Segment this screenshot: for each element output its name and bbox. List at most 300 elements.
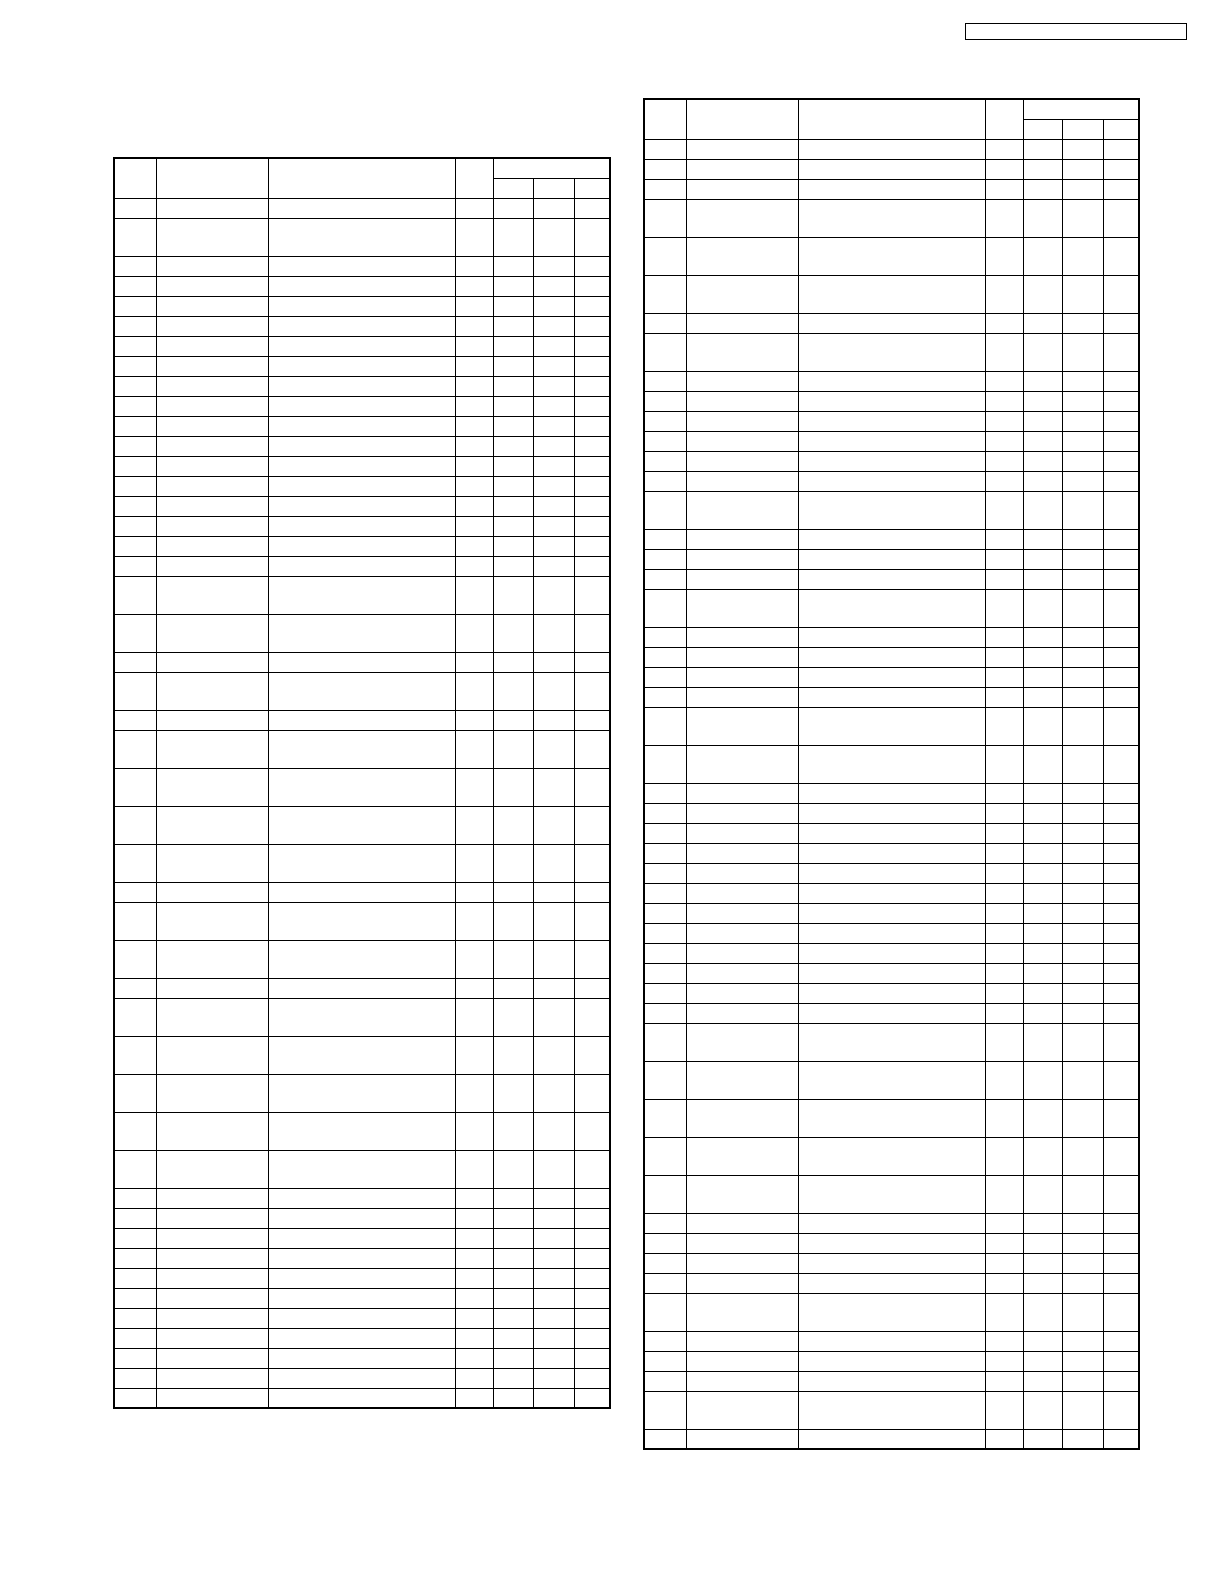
table-row [114, 296, 610, 316]
cell-remark-2 [533, 1268, 574, 1288]
cell-remark-1 [1023, 199, 1062, 237]
table-row [644, 745, 1139, 783]
cell-remark-3 [1103, 199, 1139, 237]
table-row [114, 1188, 610, 1208]
cell-remark-2 [1062, 1137, 1103, 1175]
cell-part-no [686, 1391, 798, 1429]
cell-remark-3 [574, 1368, 610, 1388]
cell-remark-3 [574, 256, 610, 276]
cell-pcs [985, 529, 1023, 549]
cell-remark-1 [493, 316, 533, 336]
cell-remark-2 [1062, 529, 1103, 549]
table-row [644, 1003, 1139, 1023]
cell-description [798, 589, 985, 627]
cell-remark-3 [574, 614, 610, 652]
cell-remark-1 [1023, 371, 1062, 391]
cell-remark-1 [493, 652, 533, 672]
cell-ref [644, 1429, 686, 1449]
cell-remark-3 [1103, 1213, 1139, 1233]
cell-remark-2 [533, 476, 574, 496]
cell-ref [114, 806, 156, 844]
cell-remark-1 [493, 1248, 533, 1268]
cell-description [798, 529, 985, 549]
cell-ref [114, 672, 156, 710]
cell-remark-2 [533, 218, 574, 256]
cell-part-no [156, 198, 268, 218]
cell-remark-3 [574, 276, 610, 296]
cell-part-no [156, 1388, 268, 1408]
cell-ref [114, 496, 156, 516]
table-row [114, 652, 610, 672]
cell-remark-3 [1103, 667, 1139, 687]
table-row [644, 333, 1139, 371]
cell-pcs [985, 647, 1023, 667]
cell-pcs [455, 276, 493, 296]
cell-remark-3 [1103, 783, 1139, 803]
cell-description [268, 1288, 455, 1308]
cell-remark-1 [493, 496, 533, 516]
table-row [644, 1293, 1139, 1331]
cell-remark-1 [493, 1150, 533, 1188]
cell-remark-1 [493, 356, 533, 376]
cell-ref [644, 1061, 686, 1099]
cell-remark-1 [493, 276, 533, 296]
cell-remark-3 [574, 456, 610, 476]
cell-ref [114, 1074, 156, 1112]
cell-part-no [156, 218, 268, 256]
cell-ref [644, 1273, 686, 1293]
cell-part-no [686, 963, 798, 983]
cell-remark-2 [1062, 391, 1103, 411]
cell-remark-1 [1023, 1061, 1062, 1099]
cell-ref [644, 569, 686, 589]
cell-part-no [156, 672, 268, 710]
cell-ref [644, 237, 686, 275]
table-row [114, 516, 610, 536]
cell-pcs [455, 1268, 493, 1288]
cell-remark-2 [1062, 883, 1103, 903]
cell-part-no [686, 687, 798, 707]
table-row [644, 803, 1139, 823]
cell-remark-1 [1023, 883, 1062, 903]
cell-remark-3 [574, 336, 610, 356]
cell-remark-3 [1103, 843, 1139, 863]
table-row [644, 883, 1139, 903]
col-subheader-3 [1103, 119, 1139, 139]
cell-remark-3 [1103, 491, 1139, 529]
cell-remark-1 [1023, 237, 1062, 275]
cell-ref [114, 1388, 156, 1408]
cell-remark-3 [1103, 451, 1139, 471]
cell-remark-3 [1103, 823, 1139, 843]
cell-remark-3 [574, 1188, 610, 1208]
cell-remark-3 [1103, 1233, 1139, 1253]
cell-remark-1 [1023, 471, 1062, 491]
cell-remark-3 [1103, 883, 1139, 903]
cell-remark-2 [1062, 275, 1103, 313]
table-row [114, 1348, 610, 1368]
table-row [114, 614, 610, 652]
cell-remark-3 [1103, 1371, 1139, 1391]
cell-part-no [686, 569, 798, 589]
cell-pcs [985, 707, 1023, 745]
cell-pcs [455, 1188, 493, 1208]
cell-part-no [156, 376, 268, 396]
cell-part-no [156, 316, 268, 336]
cell-remark-1 [1023, 1371, 1062, 1391]
cell-description [268, 396, 455, 416]
table-row [114, 1248, 610, 1268]
table-row [644, 647, 1139, 667]
table-row [114, 316, 610, 336]
table-row [644, 983, 1139, 1003]
cell-ref [644, 863, 686, 883]
cell-remark-3 [574, 710, 610, 730]
cell-description [268, 1036, 455, 1074]
cell-remark-1 [493, 1074, 533, 1112]
cell-remark-1 [493, 1112, 533, 1150]
cell-remark-3 [574, 1248, 610, 1268]
cell-part-no [686, 1003, 798, 1023]
cell-pcs [985, 687, 1023, 707]
cell-part-no [686, 333, 798, 371]
table-row [644, 549, 1139, 569]
cell-ref [644, 783, 686, 803]
cell-description [268, 436, 455, 456]
cell-part-no [686, 1293, 798, 1331]
cell-remark-3 [574, 998, 610, 1036]
cell-ref [114, 556, 156, 576]
cell-ref [114, 940, 156, 978]
cell-remark-2 [533, 710, 574, 730]
cell-remark-1 [1023, 1023, 1062, 1061]
col-header-remarks [493, 158, 610, 178]
cell-remark-1 [493, 336, 533, 356]
table-row [644, 275, 1139, 313]
cell-pcs [985, 843, 1023, 863]
cell-remark-1 [493, 1308, 533, 1328]
cell-remark-3 [574, 768, 610, 806]
table-row [644, 627, 1139, 647]
table-row [644, 1253, 1139, 1273]
cell-part-no [686, 647, 798, 667]
cell-part-no [686, 1175, 798, 1213]
cell-ref [644, 491, 686, 529]
cell-remark-1 [493, 1348, 533, 1368]
cell-remark-2 [533, 396, 574, 416]
cell-pcs [455, 1248, 493, 1268]
cell-pcs [455, 1368, 493, 1388]
cell-part-no [156, 652, 268, 672]
cell-description [268, 496, 455, 516]
cell-part-no [156, 1268, 268, 1288]
cell-ref [114, 882, 156, 902]
cell-description [798, 1175, 985, 1213]
cell-remark-3 [574, 806, 610, 844]
cell-pcs [985, 1003, 1023, 1023]
cell-description [268, 296, 455, 316]
cell-part-no [686, 843, 798, 863]
cell-remark-2 [533, 1150, 574, 1188]
cell-description [268, 556, 455, 576]
cell-remark-1 [1023, 1003, 1062, 1023]
cell-description [798, 903, 985, 923]
cell-remark-1 [1023, 569, 1062, 589]
table-row [114, 902, 610, 940]
cell-description [798, 549, 985, 569]
cell-pcs [455, 1288, 493, 1308]
col-subheader-1 [493, 178, 533, 198]
cell-remark-3 [1103, 745, 1139, 783]
cell-part-no [686, 1061, 798, 1099]
cell-remark-1 [1023, 783, 1062, 803]
cell-pcs [985, 983, 1023, 1003]
cell-description [798, 179, 985, 199]
cell-description [798, 1293, 985, 1331]
cell-remark-1 [1023, 333, 1062, 371]
cell-description [798, 1429, 985, 1449]
cell-pcs [455, 396, 493, 416]
cell-ref [644, 883, 686, 903]
cell-description [268, 416, 455, 436]
cell-pcs [455, 256, 493, 276]
cell-description [268, 516, 455, 536]
cell-pcs [455, 844, 493, 882]
cell-remark-1 [1023, 903, 1062, 923]
cell-ref [114, 1112, 156, 1150]
cell-remark-3 [574, 652, 610, 672]
cell-part-no [156, 998, 268, 1036]
cell-part-no [156, 1112, 268, 1150]
cell-remark-1 [493, 516, 533, 536]
cell-description [798, 371, 985, 391]
cell-part-no [156, 356, 268, 376]
cell-ref [114, 1228, 156, 1248]
cell-pcs [985, 1175, 1023, 1213]
cell-part-no [686, 589, 798, 627]
cell-part-no [156, 256, 268, 276]
table-row [644, 237, 1139, 275]
cell-remark-3 [574, 376, 610, 396]
table-row [644, 1099, 1139, 1137]
table-row [114, 1036, 610, 1074]
cell-remark-3 [574, 1288, 610, 1308]
cell-remark-3 [1103, 159, 1139, 179]
cell-remark-3 [1103, 647, 1139, 667]
cell-remark-2 [1062, 1351, 1103, 1371]
cell-ref [644, 1175, 686, 1213]
cell-ref [644, 139, 686, 159]
cell-remark-2 [533, 556, 574, 576]
cell-description [268, 1328, 455, 1348]
cell-remark-3 [1103, 529, 1139, 549]
cell-remark-2 [533, 1112, 574, 1150]
table-row [644, 923, 1139, 943]
cell-remark-2 [533, 1348, 574, 1368]
cell-remark-1 [1023, 179, 1062, 199]
cell-ref [644, 1253, 686, 1273]
cell-pcs [985, 139, 1023, 159]
cell-part-no [686, 1233, 798, 1253]
cell-remark-1 [1023, 1233, 1062, 1253]
cell-description [798, 411, 985, 431]
cell-remark-2 [533, 652, 574, 672]
cell-description [798, 391, 985, 411]
cell-pcs [455, 882, 493, 902]
table-row [644, 843, 1139, 863]
cell-remark-3 [1103, 1429, 1139, 1449]
cell-pcs [985, 159, 1023, 179]
cell-remark-3 [574, 1208, 610, 1228]
cell-ref [644, 1371, 686, 1391]
table-row [644, 707, 1139, 745]
cell-ref [644, 1137, 686, 1175]
cell-ref [114, 436, 156, 456]
cell-remark-2 [533, 940, 574, 978]
cell-remark-2 [533, 376, 574, 396]
table-row [114, 1288, 610, 1308]
cell-description [268, 672, 455, 710]
cell-remark-2 [1062, 491, 1103, 529]
cell-remark-2 [533, 256, 574, 276]
cell-part-no [686, 1351, 798, 1371]
cell-remark-2 [1062, 1429, 1103, 1449]
cell-pcs [455, 316, 493, 336]
table-row [644, 1061, 1139, 1099]
cell-remark-2 [1062, 237, 1103, 275]
cell-remark-3 [574, 882, 610, 902]
cell-remark-3 [574, 396, 610, 416]
cell-ref [644, 627, 686, 647]
table-row [114, 940, 610, 978]
cell-remark-2 [533, 1248, 574, 1268]
cell-part-no [156, 882, 268, 902]
cell-ref [644, 903, 686, 923]
cell-remark-2 [533, 316, 574, 336]
cell-remark-2 [1062, 1331, 1103, 1351]
cell-description [268, 1228, 455, 1248]
cell-remark-1 [493, 576, 533, 614]
cell-remark-3 [1103, 333, 1139, 371]
col-header-pcs [455, 158, 493, 198]
cell-remark-2 [533, 1228, 574, 1248]
cell-remark-2 [1062, 471, 1103, 491]
cell-pcs [455, 1348, 493, 1368]
cell-remark-2 [1062, 1023, 1103, 1061]
cell-ref [114, 316, 156, 336]
table-row [114, 806, 610, 844]
cell-description [798, 783, 985, 803]
cell-remark-2 [533, 536, 574, 556]
cell-part-no [156, 476, 268, 496]
cell-remark-2 [533, 416, 574, 436]
cell-remark-3 [574, 940, 610, 978]
parts-list-table-left [113, 157, 611, 1409]
cell-description [268, 256, 455, 276]
cell-ref [644, 371, 686, 391]
cell-remark-2 [1062, 569, 1103, 589]
cell-remark-2 [533, 614, 574, 652]
cell-description [798, 667, 985, 687]
col-header-description [798, 99, 985, 139]
cell-remark-1 [493, 902, 533, 940]
col-header-remarks [1023, 99, 1139, 119]
cell-remark-2 [533, 672, 574, 710]
cell-remark-1 [1023, 803, 1062, 823]
cell-remark-3 [1103, 431, 1139, 451]
cell-remark-3 [1103, 943, 1139, 963]
cell-remark-2 [533, 998, 574, 1036]
cell-remark-1 [1023, 647, 1062, 667]
table-row [644, 1331, 1139, 1351]
cell-pcs [455, 998, 493, 1036]
cell-ref [644, 1213, 686, 1233]
cell-part-no [686, 1023, 798, 1061]
cell-remark-1 [1023, 983, 1062, 1003]
cell-remark-1 [493, 672, 533, 710]
cell-ref [644, 823, 686, 843]
cell-description [268, 1268, 455, 1288]
cell-remark-3 [1103, 863, 1139, 883]
cell-part-no [686, 1099, 798, 1137]
table-row [114, 710, 610, 730]
cell-pcs [455, 1308, 493, 1328]
cell-remark-3 [574, 844, 610, 882]
cell-ref [114, 336, 156, 356]
table-row [114, 672, 610, 710]
cell-remark-3 [1103, 1351, 1139, 1371]
cell-part-no [686, 823, 798, 843]
cell-ref [644, 159, 686, 179]
cell-remark-3 [574, 536, 610, 556]
cell-description [798, 1137, 985, 1175]
cell-ref [644, 471, 686, 491]
table-row [114, 1228, 610, 1248]
cell-part-no [686, 863, 798, 883]
cell-remark-2 [1062, 179, 1103, 199]
cell-ref [114, 978, 156, 998]
cell-ref [644, 431, 686, 451]
cell-description [268, 844, 455, 882]
cell-ref [114, 902, 156, 940]
cell-remark-3 [574, 978, 610, 998]
cell-part-no [156, 806, 268, 844]
table-row [114, 356, 610, 376]
cell-part-no [156, 730, 268, 768]
cell-part-no [686, 923, 798, 943]
cell-remark-1 [1023, 1331, 1062, 1351]
cell-remark-1 [1023, 1213, 1062, 1233]
cell-remark-2 [533, 1368, 574, 1388]
cell-pcs [985, 275, 1023, 313]
cell-remark-3 [1103, 371, 1139, 391]
cell-description [268, 1188, 455, 1208]
cell-pcs [455, 356, 493, 376]
cell-description [798, 159, 985, 179]
cell-remark-1 [1023, 745, 1062, 783]
cell-description [268, 882, 455, 902]
cell-description [798, 1061, 985, 1099]
table-row [114, 768, 610, 806]
cell-remark-3 [1103, 275, 1139, 313]
cell-description [268, 536, 455, 556]
cell-ref [644, 1003, 686, 1023]
cell-ref [644, 687, 686, 707]
cell-part-no [156, 614, 268, 652]
cell-remark-1 [493, 416, 533, 436]
cell-remark-1 [493, 978, 533, 998]
cell-ref [644, 1099, 686, 1137]
